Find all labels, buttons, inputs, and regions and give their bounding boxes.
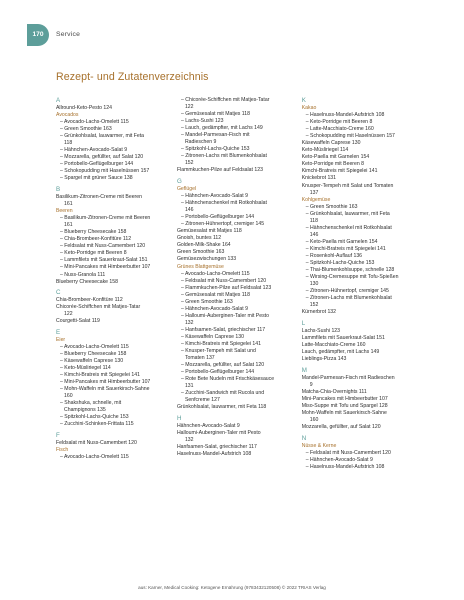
index-subentry: – Portobello-Geflügelburger 144 — [177, 369, 297, 376]
index-letter-heading: E — [56, 328, 61, 336]
index-subentry: – Flammkuchen-Pilze auf Feldsalat 123 — [177, 285, 297, 292]
index-entry-continuation: 122 — [184, 104, 194, 111]
page-footer: aus: Karner, Medical Cooking: Ketogene Ernährung (9783432120508) © 2022 TRIAS Verlag — [138, 585, 326, 590]
index-category-heading: Eier — [56, 336, 66, 343]
index-columns — [56, 97, 408, 537]
index-entry: Latte-Macchiato-Creme 160 — [301, 342, 366, 348]
index-entry: Feldsalat mit Nuss-Camembert 120 — [56, 439, 137, 446]
index-subentry: – Mini-Pancakes mit Himbeerbutter 107 — [56, 379, 172, 386]
index-subentry: – Spitzkohl-Lachs-Quiche 153 — [56, 414, 172, 421]
index-entry: Lieblings-Pizza 143 — [301, 356, 347, 363]
index-subentry: – Blueberry Cheesecake 158 — [56, 351, 172, 358]
index-entry-continuation: 9 — [309, 381, 313, 388]
index-entry: Hanfsamen-Salat, griechischer 117 — [176, 444, 257, 451]
index-entry-continuation: 161 — [64, 201, 73, 208]
index-subentry: – Mini-Pancakes mit Himbeerbutter 107 — [56, 264, 172, 271]
index-subentry: – Portobello-Geflügelburger 144 — [177, 214, 297, 221]
section-label: Service — [56, 31, 81, 38]
index-subentry: – Lammfilets mit Sauerkraut-Salat 151 — [56, 257, 172, 264]
index-entry: Halloumi-Auberginen-Taler mit Pesto — [176, 430, 261, 437]
index-subentry: – Green Smoothie 163 — [56, 126, 172, 133]
index-subentry: – Grünkohlsalat, lauwarmer, mit Feta — [302, 211, 408, 218]
index-subentry: – Lauch, gedämpfter, mit Lachs 149 — [177, 125, 297, 132]
index-entry-continuation: Radieschen 9 — [184, 139, 217, 146]
index-subentry: – Rote Bete Nudeln mit Frischkäsesauce — [177, 376, 297, 383]
index-subentry: – Mandel-Parmesan-Fisch mit — [177, 132, 297, 139]
index-entry-continuation: 161 — [64, 222, 73, 229]
index-entry: Hähnchen-Avocado-Salat 9 — [176, 423, 240, 430]
index-letter-heading: M — [301, 366, 307, 374]
index-subentry: – Thai-Blumenkohlsuppe, schnelle 128 — [302, 267, 408, 274]
index-entry: Basilikum-Zitronen-Creme mit Beeren — [56, 194, 142, 201]
index-entry: Golden-Milk-Shake 164 — [176, 242, 231, 249]
index-entry: Knickebrot 131 — [301, 175, 337, 182]
index-entry-continuation: 132 — [184, 437, 194, 444]
index-subentry: – Zitronen-Lachs mit Blumenkohlsalat — [302, 295, 408, 302]
index-entry: Grünkohlsalat, lauwarmer, mit Feta 118 — [176, 404, 267, 411]
index-entry-continuation: 146 — [184, 207, 194, 214]
index-entry: Gnoish, buntes 112 — [176, 235, 222, 242]
index-subentry: – Gemüsesalat mit Matjes 118 — [177, 111, 297, 118]
index-subentry: – Halloumi-Auberginen-Taler mit Pesto — [177, 313, 297, 320]
index-entry: Blueberry Cheesecake 158 — [56, 278, 119, 285]
index-subentry: – Portobello-Geflügelburger 144 — [56, 161, 172, 168]
index-entry: Miso-Suppe mit Tofu und Spargel 128 — [301, 402, 388, 409]
page-header — [0, 0, 464, 60]
index-subentry: – Mohn-Waffeln mit Sauerkirsch-Sahne — [56, 386, 172, 393]
index-subentry: – Zitronen-Hühnertopf, cremiger 145 — [302, 288, 408, 295]
index-entry-continuation: 118 — [64, 140, 73, 147]
index-entry: Lachs-Sushi 123 — [301, 327, 341, 334]
index-subentry: – Käsewaffeln Caprese 130 — [56, 358, 172, 365]
index-subentry: – Chia-Brombeer-Konfitüre 112 — [56, 236, 172, 243]
index-subentry: – Knusper-Tempeh mit Salat und — [177, 348, 297, 355]
index-entry-continuation: Senfcreme 127 — [184, 397, 220, 404]
index-entry: Knusper-Tempeh mit Salat und Tomaten — [301, 182, 394, 189]
index-entry: Mini-Pancakes mit Himbeerbutter 107 — [301, 395, 388, 402]
index-category-heading: Avocados — [56, 112, 79, 119]
index-entry: Mandel-Parmesan-Fisch mit Radieschen — [301, 374, 395, 381]
index-category-heading: Nüsse & Kerne — [301, 442, 337, 449]
index-subentry: – Kimchi-Bratreis mit Spiegelei 141 — [177, 341, 297, 348]
index-entry: Matcha-Chia-Overnights 111 — [301, 388, 367, 395]
index-subentry: – Feldsalat mit Nuss-Camembert 120 — [177, 278, 297, 285]
index-subentry: – Keto-Müsliriegel 114 — [56, 365, 172, 372]
index-entry: Käsewaffeln Caprese 130 — [301, 140, 361, 147]
index-subentry: – Haselnuss-Mandel-Aufstrich 108 — [302, 112, 408, 119]
index-letter-heading: A — [56, 97, 61, 104]
index-category-heading: Geflügel — [176, 186, 197, 193]
index-subentry: – Zitronen-Hühnertopf, cremiger 145 — [177, 221, 297, 228]
index-letter-heading: F — [56, 431, 60, 439]
index-entry-continuation: 122 — [64, 311, 73, 318]
index-subentry: – Rosenkohl-Auflauf 136 — [302, 253, 408, 260]
index-subentry: – Feldsalat mit Nuss-Camembert 120 — [302, 450, 408, 457]
index-subentry: – Zucchini-Schinken-Frittata 115 — [56, 421, 172, 428]
index-subentry: – Hähnchenschenkel mit Rotkohlsalat — [302, 225, 408, 232]
index-subentry: – Haselnuss-Mandel-Aufstrich 108 — [302, 464, 408, 471]
index-subentry: – Green Smoothie 163 — [302, 204, 408, 211]
index-subentry: – Nuss-Granola 111 — [56, 272, 172, 279]
index-subentry: – Feldsalat mit Nuss-Camembert 120 — [56, 243, 172, 250]
index-entry: Chia-Brombeer-Konfitüre 112 — [56, 297, 123, 304]
index-subentry: – Wirsing-Cremesuppe mit Tofu-Spießen — [302, 274, 408, 281]
index-entry: Mohn-Waffeln mit Sauerkirsch-Sahne — [301, 409, 387, 416]
index-subentry: – Käsewaffeln Caprese 130 — [177, 334, 297, 341]
index-subentry: – Latte-Macchiato-Creme 160 — [302, 126, 408, 133]
index-subentry: – Hähnchen-Avocado-Salat 9 — [177, 193, 297, 200]
index-letter-heading: B — [56, 186, 61, 194]
index-entry-continuation: Champignons 135 — [64, 407, 106, 414]
index-entry: Gemüsesalat mit Matjes 118 — [176, 228, 242, 235]
index-subentry: – Kimchi-Bratreis mit Spiegelei 141 — [56, 372, 172, 379]
index-letter-heading: C — [56, 289, 61, 297]
index-subentry: – Hanfsamen-Salat, griechischer 117 — [177, 327, 297, 334]
index-subentry: – Gemüsesalat mit Matjes 118 — [177, 292, 297, 299]
index-subentry: – Spargel mit grüner Sauce 138 — [56, 175, 172, 182]
index-entry-continuation: 152 — [184, 160, 194, 167]
index-entry: Mozzarella, gefüllter, auf Salat 120 — [301, 423, 381, 430]
index-title: Rezept- und Zutatenverzeichnis — [56, 71, 209, 83]
index-entry: Allround-Keto-Pesto 124 — [56, 105, 113, 111]
index-entry: Courgetti-Salat 119 — [56, 318, 100, 325]
index-entry-continuation: 152 — [309, 302, 319, 309]
index-subentry: – Kimchi-Bratreis mit Spiegelei 141 — [302, 246, 408, 253]
index-entry: Keto-Müsliriegel 114 — [301, 147, 349, 154]
index-letter-heading: K — [301, 97, 306, 104]
index-entry: Gemüsezwischungen 133 — [176, 256, 237, 263]
index-column-1 — [56, 97, 177, 537]
index-letter-heading: N — [301, 434, 307, 442]
index-subentry: – Schokopudding mit Haselnüssen 157 — [302, 133, 408, 140]
index-category-heading: Fisch — [56, 446, 69, 453]
index-category-heading: Grünes Blattgemüse — [176, 263, 224, 270]
index-subentry: – Hähnchen-Avocado-Salat 9 — [56, 147, 172, 154]
index-subentry: – Zitronen-Lachs mit Blumenkohlsalat — [177, 153, 297, 160]
index-entry-continuation: Tomaten 137 — [184, 355, 215, 362]
index-subentry: – Basilikum-Zitronen-Creme mit Beeren — [56, 215, 172, 222]
index-subentry: – Avocado-Lachs-Omelett 115 — [56, 454, 172, 461]
index-subentry: – Avocado-Lachs-Omelett 115 — [56, 344, 172, 351]
index-category-heading: Kohlgemüse — [301, 196, 331, 203]
index-subentry: – Zucchini-Sandwich mit Rucola und — [177, 390, 297, 397]
index-subentry: – Shakshuka, schnelle, mit — [56, 400, 172, 407]
index-subentry: – Keto-Porridge mit Beeren 8 — [302, 119, 408, 126]
index-subentry: – Keto-Porridge mit Beeren 8 — [56, 250, 172, 257]
index-letter-heading: G — [176, 178, 182, 186]
index-entry: Kimchi-Bratreis mit Spiegelei 141 — [301, 168, 378, 175]
index-letter-heading: L — [301, 319, 306, 327]
index-entry-continuation: 137 — [309, 189, 319, 196]
index-subentry: – Spitzkohl-Lachs-Quiche 153 — [302, 260, 408, 267]
index-subentry: – Grünkohlsalat, lauwarmer, mit Feta — [56, 133, 172, 140]
index-entry: Kürnerbrot 132 — [301, 309, 337, 316]
index-subentry: – Green Smoothie 163 — [177, 299, 297, 306]
index-entry: Lauch, gedämpfter, mit Lachs 149 — [301, 349, 380, 356]
index-entry: Chicorée-Schiffchen mit Matjes-Tatar — [56, 304, 141, 311]
index-subentry: – Spitzkohl-Lachs-Quiche 153 — [177, 146, 297, 153]
index-subentry: – Avocado-Lachs-Omelett 115 — [56, 119, 172, 126]
index-subentry: – Chicorée-Schiffchen mit Matjes-Tatar — [177, 97, 297, 104]
index-subentry: – Keto-Paella mit Garnelen 154 — [302, 239, 408, 246]
index-letter-heading: H — [176, 415, 182, 423]
page-number-badge: 170 — [27, 24, 49, 46]
index-entry: Green Smoothie 163 — [176, 249, 225, 256]
index-category-heading: Kakao — [301, 105, 317, 111]
index-entry-continuation: 160 — [64, 393, 73, 400]
index-subentry: – Avocado-Lachs-Omelett 115 — [177, 271, 297, 278]
index-subentry: – Mozzarella, gefüllter, auf Salat 120 — [177, 362, 297, 369]
index-column-3 — [302, 97, 408, 537]
index-entry: Haselnuss-Mandel-Aufstrich 108 — [176, 451, 252, 458]
index-entry: Keto-Porridge mit Beeren 8 — [301, 161, 365, 168]
index-subentry: – Lachs-Sushi 123 — [177, 118, 297, 125]
index-entry-continuation: 146 — [309, 231, 319, 238]
index-entry-continuation: 131 — [184, 383, 194, 390]
index-entry: Flammkuchen-Pilze auf Feldsalat 123 — [176, 167, 263, 174]
index-subentry: – Schokopudding mit Haselnüssen 157 — [56, 168, 172, 175]
index-subentry: – Hähnchenschenkel mit Rotkohlsalat — [177, 200, 297, 207]
index-entry-continuation: 132 — [184, 319, 194, 326]
index-entry: Keto-Paella mit Garnelen 154 — [301, 154, 370, 161]
index-subentry: – Hähnchen-Avocado-Salat 9 — [302, 457, 408, 464]
index-subentry: – Hähnchen-Avocado-Salat 9 — [177, 306, 297, 313]
index-subentry: – Mozzarella, gefüllter, auf Salat 120 — [56, 154, 172, 161]
index-column-2 — [177, 97, 302, 537]
index-entry-continuation: 130 — [309, 281, 319, 288]
index-subentry: – Blueberry Cheesecake 158 — [56, 229, 172, 236]
index-category-heading: Beeren — [56, 208, 73, 215]
index-entry: Lammfilets mit Sauerkraut-Salat 151 — [301, 334, 385, 341]
index-entry-continuation: 160 — [309, 416, 319, 423]
index-entry-continuation: 118 — [309, 217, 318, 224]
